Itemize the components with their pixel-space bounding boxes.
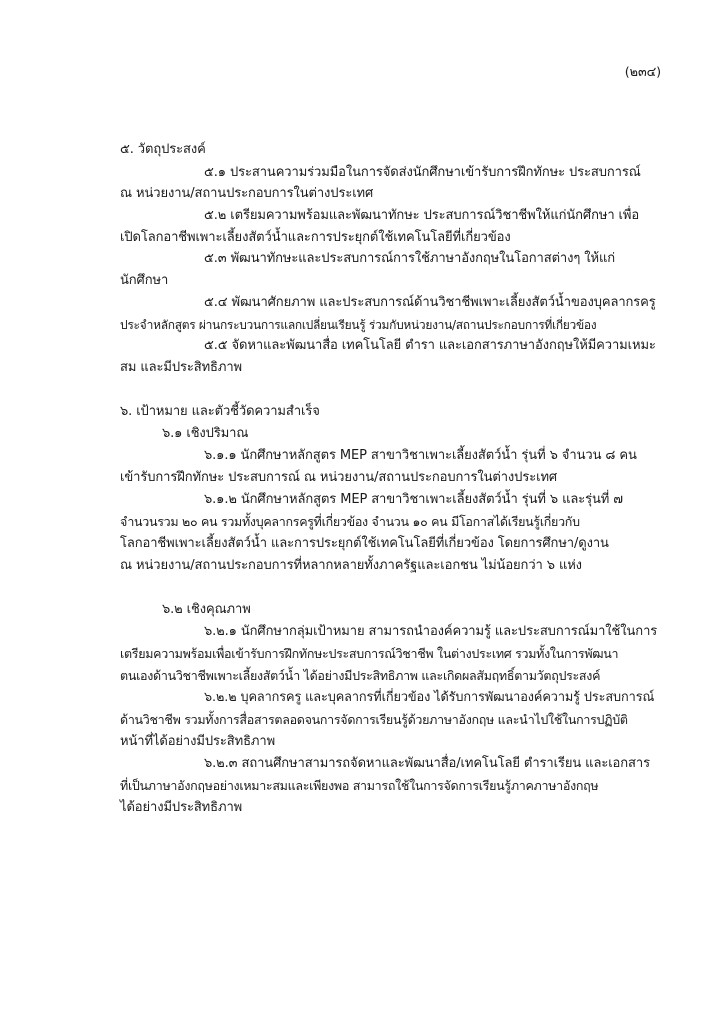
item-5-1-line-1: ๕.๑ ประสานความร่วมมือในการจัดส่งนักศึกษาเข้ารับการฝึกทักษะ ประสบการณ์	[204, 165, 641, 180]
item-6-1-2-line-3: โลกอาชีพเพาะเลี้ยงสัตว์น้ำ และการประยุกต์ใช้เทคโนโลยีที่เกี่ยวข้อง โดยการศึกษา/ดูงาน	[120, 536, 609, 551]
item-6-1-2-line-1: ๖.๑.๒ นักศึกษาหลักสูตร MEP สาขาวิชาเพาะเลี้ยงสัตว์น้ำ รุ่นที่ ๖ และรุ่นที่ ๗	[204, 492, 623, 507]
item-6-2-1-line-2: เตรียมความพร้อมเพื่อเข้ารับการฝึกทักษะประสบการณ์วิชาชีพ ในต่างประเทศ รวมทั้งในการพัฒนา	[120, 646, 619, 661]
item-5-5-line-1: ๕.๕ จัดหาและพัฒนาสื่อ เทคโนโลยี ตำรา และเอกสารภาษาอังกฤษให้มีความเหมะ	[204, 338, 656, 353]
section-6-2-heading: ๖.๒ เชิงคุณภาพ	[162, 602, 251, 617]
section-5-heading: ๕. วัตถุประสงค์	[120, 142, 206, 157]
item-6-2-2-line-1: ๖.๒.๒ บุคลากรครู และบุคลากรที่เกี่ยวข้อง ได้รับการพัฒนาองค์ความรู้ ประสบการณ์	[204, 690, 655, 705]
item-5-4-line-1: ๕.๔ พัฒนาศักยภาพ และประสบการณ์ด้านวิชาชีพเพาะเลี้ยงสัตว์น้ำของบุคลากรครู	[204, 295, 656, 310]
section-6-1-heading: ๖.๑ เชิงปริมาณ	[162, 426, 249, 441]
item-6-1-1-line-2: เข้ารับการฝึกทักษะ ประสบการณ์ ณ หน่วยงาน/สถานประกอบการในต่างประเทศ	[120, 470, 558, 485]
item-6-2-3-line-1: ๖.๒.๓ สถานศึกษาสามารถจัดหาและพัฒนาสื่อ/เทคโนโลยี ตำราเรียน และเอกสาร	[204, 756, 650, 771]
item-6-2-2-line-3: หน้าที่ได้อย่างมีประสิทธิภาพ	[120, 734, 276, 749]
item-6-1-1-line-1: ๖.๑.๑ นักศึกษาหลักสูตร MEP สาขาวิชาเพาะเลี้ยงสัตว์น้ำ รุ่นที่ ๖ จำนวน ๘ คน	[204, 448, 637, 463]
item-6-2-2-line-2: ด้านวิชาชีพ รวมทั้งการสื่อสารตลอดจนการจัดการเรียนรู้ด้วยภาษาอังกฤษ และนำไปใช้ในการปฏิบัติ	[120, 712, 628, 727]
item-5-3-line-2: นักศึกษา	[120, 273, 169, 288]
item-5-2-line-2: เปิดโลกอาชีพเพาะเลี้ยงสัตว์น้ำและการประยุกต์ใช้เทคโนโลยีที่เกี่ยวข้อง	[120, 230, 511, 245]
section-6-heading: ๖. เป้าหมาย และตัวชี้วัดความสำเร็จ	[120, 404, 320, 419]
item-6-2-3-line-2: ที่เป็นภาษาอังกฤษอย่างเหมาะสมและเพียงพอ สามารถใช้ในการจัดการเรียนรู้ภาคภาษาอังกฤษ	[120, 778, 599, 793]
page-number: (๒๓๔)	[624, 65, 661, 80]
item-6-2-1-line-1: ๖.๒.๑ นักศึกษากลุ่มเป้าหมาย สามารถนำองค์ความรู้ และประสบการณ์มาใช้ในการ	[204, 624, 658, 639]
item-6-1-2-line-4: ณ หน่วยงาน/สถานประกอบการที่หลากหลายทั้งภาครัฐและเอกชน ไม่น้อยกว่า ๖ แห่ง	[120, 558, 582, 573]
item-6-2-3-line-3: ได้อย่างมีประสิทธิภาพ	[120, 800, 243, 815]
item-5-4-line-2: ประจำหลักสูตร ผ่านกระบวนการแลกเปลี่ยนเรียนรู้ ร่วมกับหน่วยงาน/สถานประกอบการที่เกี่ยวข้อง	[120, 318, 597, 332]
item-6-2-1-line-3: ตนเองด้านวิชาชีพเพาะเลี้ยงสัตว์น้ำ ได้อย่างมีประสิทธิภาพ และเกิดผลสัมฤทธิ์ตามวัตถุประสงค์	[120, 668, 601, 683]
item-5-1-line-2: ณ หน่วยงาน/สถานประกอบการในต่างประเทศ	[120, 186, 374, 201]
item-5-2-line-1: ๕.๒ เตรียมความพร้อมและพัฒนาทักษะ ประสบการณ์วิชาชีพให้แก่นักศึกษา เพื่อ	[204, 208, 640, 223]
item-5-3-line-1: ๕.๓ พัฒนาทักษะและประสบการณ์การใช้ภาษาอังกฤษในโอกาสต่างๆ ให้แก่	[204, 251, 616, 266]
item-6-1-2-line-2: จำนวนรวม ๒๐ คน รวมทั้งบุคลากรครูที่เกี่ยวข้อง จำนวน ๑๐ คน มีโอกาสได้เรียนรู้เกี่ยวกับ	[120, 514, 580, 529]
item-5-5-line-2: สม และมีประสิทธิภาพ	[120, 360, 243, 375]
